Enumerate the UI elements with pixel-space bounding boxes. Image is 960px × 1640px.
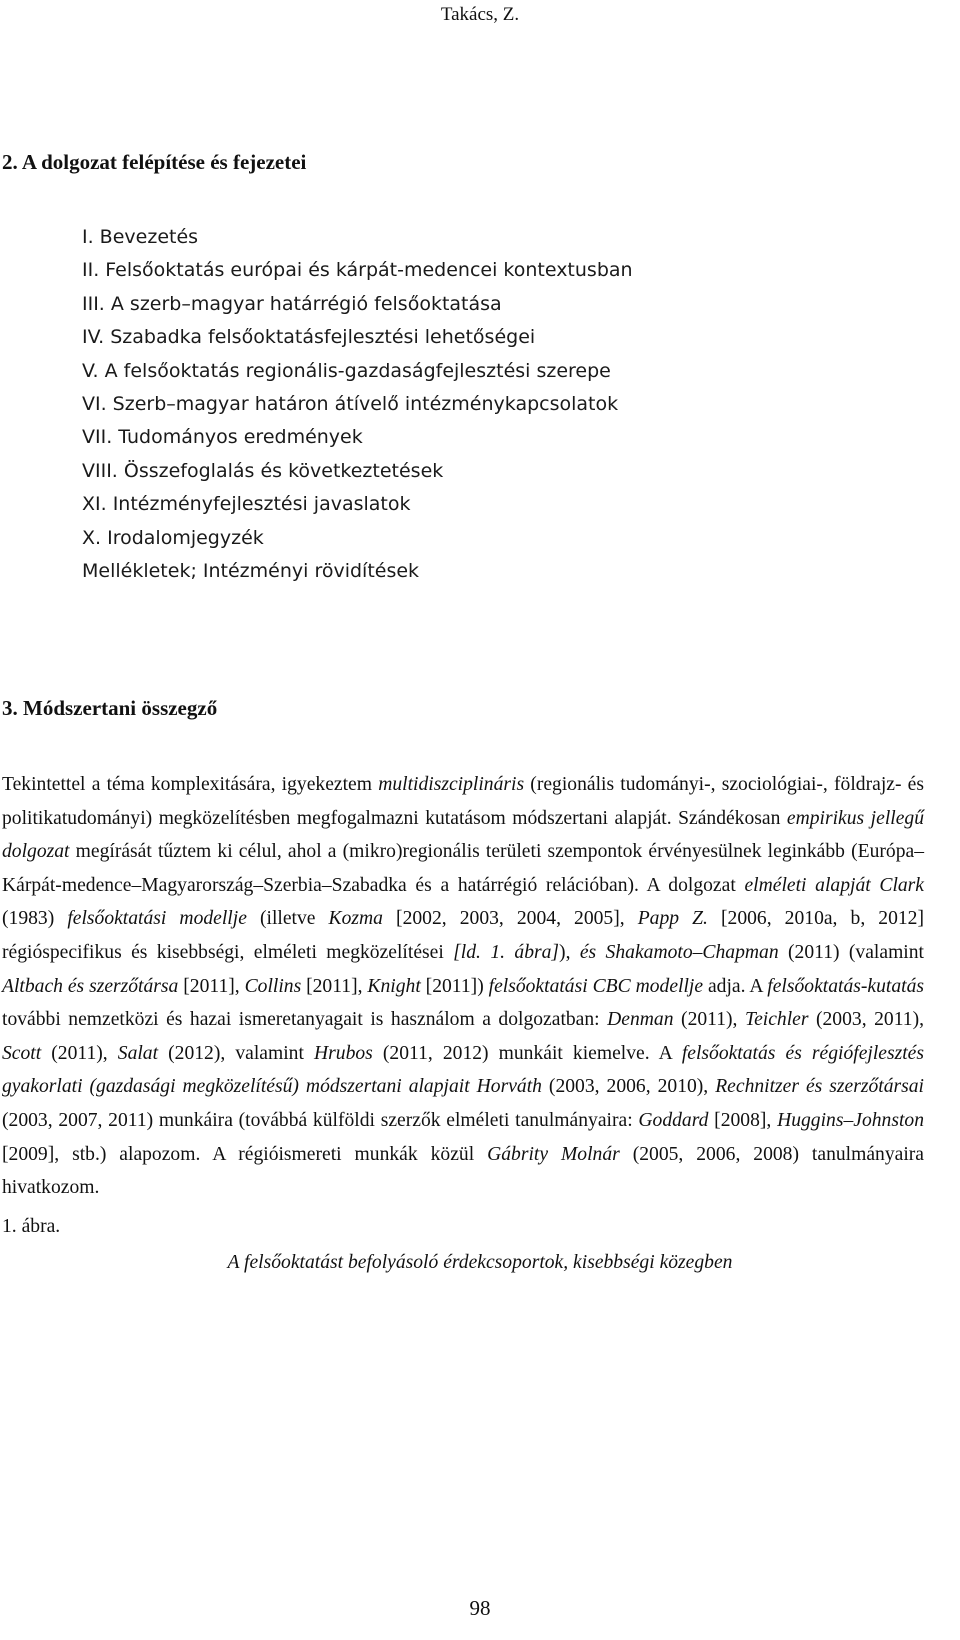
chapter-item: VI. Szerb–magyar határon átívelő intézménykapcsolatok: [82, 392, 619, 415]
text-run: [2008],: [708, 1109, 778, 1131]
chapter-item: Mellékletek; Intézményi rövidítések: [82, 559, 420, 582]
text-run: adja. A: [703, 975, 768, 997]
italic-run: felsőoktatás-kutatás: [767, 975, 925, 997]
text-run: további nemzetközi és hazai ismeretanyagait is használom a dolgozatban:: [2, 1009, 608, 1031]
figure-caption: A felsőoktatást befolyásoló érdekcsoportok, kisebbségi közegben: [227, 1252, 733, 1273]
text-run: (1983): [2, 908, 68, 930]
section-heading-methodology: 3. Módszertani összegző: [2, 696, 218, 720]
italic-run: felsőoktatási CBC modellje: [488, 975, 704, 997]
chapter-item: XI. Intézményfejlesztési javaslatok: [82, 493, 411, 516]
italic-run: Goddard: [638, 1109, 709, 1131]
text-run: (2003, 2006, 2010),: [541, 1076, 716, 1098]
figure-number: 1. ábra.: [2, 1216, 61, 1237]
text-run: (illetve: [246, 908, 329, 930]
italic-run: Kozma: [328, 908, 383, 930]
text-run: (2012), valamint: [158, 1042, 314, 1064]
running-header: Takács, Z.: [440, 4, 520, 25]
italic-run: felsőoktatási modellje: [67, 908, 247, 930]
text-run: ),: [559, 941, 580, 963]
italic-run: és Shakamoto–Chapman: [579, 941, 779, 963]
chapter-item: VII. Tudományos eredmények: [82, 426, 363, 449]
italic-run: Hrubos: [314, 1042, 373, 1064]
chapter-item: IV. Szabadka felsőoktatásfejlesztési lehetőségei: [82, 326, 536, 349]
italic-run: empirikus jellegű dolgozat: [2, 807, 924, 863]
italic-run: Denman: [607, 1009, 674, 1031]
text-run: [2011],: [178, 975, 245, 997]
italic-run: Gábrity Molnár: [487, 1143, 620, 1165]
italic-run: felsőoktatás és régiófejlesztés gyakorlati (gazdasági megközelítésű) módszertani alapjait Horváth: [2, 1042, 925, 1098]
page-number: 98: [469, 1596, 491, 1620]
text-run: [2006, 2010a, b, 2012] régióspecifikus és kisebbségi, elméleti megközelítései: [2, 908, 924, 963]
chapter-item: I. Bevezetés: [82, 226, 199, 248]
text-run: (2003, 2011),: [808, 1009, 924, 1031]
text-run: (regionális tudományi-, szociológiai-, földrajz- és politikatudományi) megközelítésben megfogalmazni kutatásom módszertani alapját. Szándékosan: [2, 774, 925, 829]
chapter-item: V. A felsőoktatás regionális-gazdaságfejlesztési szerepe: [82, 359, 611, 382]
italic-run: Scott: [2, 1042, 42, 1064]
italic-run: multidiszciplináris: [378, 774, 525, 795]
chapter-item: VIII. Összefoglalás és következtetések: [82, 459, 444, 482]
text-run: [2002, 2003, 2004, 2005],: [382, 908, 638, 930]
chapter-item: II. Felsőoktatás európai és kárpát-medencei kontextusban: [82, 259, 633, 282]
section-heading-structure: 2. A dolgozat felépítése és fejezetei: [2, 150, 307, 174]
italic-run: Huggins–Johnston: [777, 1109, 925, 1131]
text-run: (2011),: [673, 1009, 745, 1031]
text-run: (2011, 2012) munkáit kiemelve. A: [372, 1042, 682, 1064]
italic-run: [ld. 1. ábra]: [453, 941, 560, 963]
text-run: [2011],: [301, 975, 368, 997]
italic-run: elméleti alapját Clark: [744, 874, 925, 896]
italic-run: Salat: [117, 1042, 159, 1064]
text-run: Tekintettel a téma komplexitására, igyekeztem: [2, 774, 379, 795]
text-run: (2011),: [41, 1042, 118, 1064]
italic-run: Knight: [367, 975, 421, 997]
text-run: [2009], stb.) alapozom. A régióismereti munkák közül: [2, 1143, 488, 1165]
italic-run: Collins: [244, 975, 302, 997]
methodology-paragraph: [2, 768, 924, 1205]
text-run: (2003, 2007, 2011) munkáira (továbbá külföldi szerzők elméleti tanulmányaira:: [2, 1109, 639, 1131]
text-run: megírását tűztem ki célul, ahol a (mikro)regionális területi szempontok érvényesülnek leginkább (Európa–Kárpát-medence–Magyarország–Szerbia–Szabadka és a határrégió relációban). A dolgozat: [2, 841, 924, 896]
text-run: (2011) (valamint: [778, 941, 924, 963]
chapter-list: [82, 221, 633, 588]
italic-run: Rechnitzer és szerzőtársai: [715, 1076, 925, 1098]
italic-run: Teichler: [744, 1009, 809, 1031]
text-run: [2011]): [420, 975, 489, 997]
italic-run: Papp Z.: [637, 908, 708, 930]
chapter-item: III. A szerb–magyar határrégió felsőoktatása: [82, 292, 502, 315]
italic-run: Altbach és szerzőtársa: [2, 975, 179, 997]
chapter-item: X. Irodalomjegyzék: [82, 526, 264, 549]
text-run: (2005, 2006, 2008) tanulmányaira hivatkozom.: [2, 1143, 925, 1199]
